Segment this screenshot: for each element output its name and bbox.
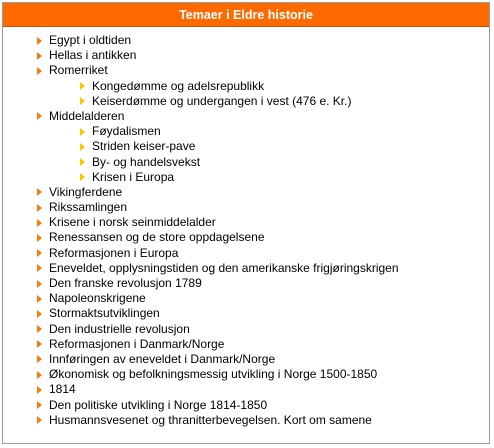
topic-label: Krisen i Europa (92, 169, 175, 184)
triangle-right-icon (80, 82, 85, 90)
topic-label: Den industrielle revolusjon (49, 321, 190, 336)
triangle-right-icon (37, 310, 42, 318)
topic-link[interactable] (3, 261, 489, 276)
triangle-right-icon (37, 325, 42, 333)
triangle-right-icon (37, 67, 42, 75)
subtopic-link[interactable] (3, 94, 489, 109)
triangle-right-icon (37, 340, 42, 348)
topic-link[interactable] (3, 246, 489, 261)
subtopic-link[interactable] (3, 124, 489, 139)
triangle-right-icon (37, 386, 42, 394)
topic-label: Den franske revolusjon 1789 (49, 276, 202, 290)
topic-link[interactable] (3, 33, 489, 48)
topic-label: Rikssamlingen (49, 200, 128, 215)
topic-link[interactable] (3, 48, 489, 63)
triangle-right-icon (37, 416, 42, 424)
triangle-right-icon (37, 112, 42, 120)
triangle-right-icon (80, 143, 85, 151)
topic-link[interactable] (3, 109, 489, 124)
topic-label: Stormaktsutviklingen (49, 306, 160, 321)
topic-label: 1814 (49, 382, 76, 397)
topic-label: Keiserdømme og undergangen i vest (476 e. Kr.) (92, 93, 352, 108)
triangle-right-icon (37, 264, 42, 272)
topic-label: Middelalderen (49, 108, 125, 123)
triangle-right-icon (37, 371, 42, 379)
subtopic-link[interactable] (3, 79, 489, 94)
triangle-right-icon (37, 234, 42, 242)
topic-label: Napoleonskrigene (49, 291, 146, 306)
subtopic-link[interactable] (3, 155, 489, 170)
topic-label: Eneveldet, opplysningstiden og den amerikanske frigjøringskrigen (49, 260, 399, 275)
subtopic-link[interactable] (3, 170, 489, 185)
topic-label: Egypt i oldtiden (49, 33, 132, 47)
topic-label: Krisene i norsk seinmiddelalder (49, 215, 216, 230)
topic-link[interactable] (3, 398, 489, 413)
topic-link[interactable] (3, 306, 489, 321)
topic-label: Økonomisk og befolkningsmessig utvikling i Norge 1500-1850 (49, 367, 378, 382)
topic-link[interactable] (3, 382, 489, 397)
topic-link[interactable] (3, 337, 489, 352)
topic-link[interactable] (3, 63, 489, 78)
topic-link[interactable] (3, 185, 489, 200)
topic-link[interactable] (3, 215, 489, 230)
topic-label: Hellas i antikken (49, 48, 137, 63)
topic-label: Kongedømme og adelsrepublikk (92, 78, 265, 93)
topic-link[interactable] (3, 291, 489, 306)
triangle-right-icon (37, 280, 42, 288)
topic-link[interactable] (3, 322, 489, 337)
topic-label: Romerriket (49, 63, 108, 78)
topic-link[interactable] (3, 230, 489, 245)
topic-label: Vikingferdene (49, 184, 123, 199)
topic-label: Den politiske utvikling i Norge 1814-1850 (49, 397, 268, 412)
topic-link[interactable] (3, 200, 489, 215)
topic-label: Renessansen og de store oppdagelsene (49, 230, 265, 245)
triangle-right-icon (80, 158, 85, 166)
triangle-right-icon (80, 128, 85, 136)
triangle-right-icon (37, 188, 42, 196)
topic-list (3, 33, 489, 428)
subtopic-link[interactable] (3, 139, 489, 154)
topic-label: Reformasjonen i Europa (49, 245, 179, 260)
panel-title: Temaer i Eldre historie (3, 3, 489, 27)
topic-link[interactable] (3, 413, 489, 428)
topic-label: Husmannsvesenet og thranitterbevegelsen. Kort om samene (49, 412, 372, 427)
triangle-right-icon (37, 37, 42, 45)
triangle-right-icon (37, 219, 42, 227)
triangle-right-icon (37, 401, 42, 409)
topic-label: By- og handelsvekst (92, 154, 201, 169)
topic-link[interactable] (3, 367, 489, 382)
triangle-right-icon (80, 173, 85, 181)
topic-link[interactable] (3, 276, 489, 291)
topic-label: Reformasjonen i Danmark/Norge (49, 336, 225, 351)
triangle-right-icon (37, 249, 42, 257)
triangle-right-icon (37, 52, 42, 60)
topic-label: Føydalismen (92, 124, 161, 139)
topic-link[interactable] (3, 352, 489, 367)
topic-label: Innføringen av eneveldet i Danmark/Norge (49, 351, 276, 366)
triangle-right-icon (37, 295, 42, 303)
topic-label: Striden keiser-pave (92, 139, 196, 154)
triangle-right-icon (80, 97, 85, 105)
triangle-right-icon (37, 204, 42, 212)
topics-panel (2, 2, 490, 444)
triangle-right-icon (37, 355, 42, 363)
